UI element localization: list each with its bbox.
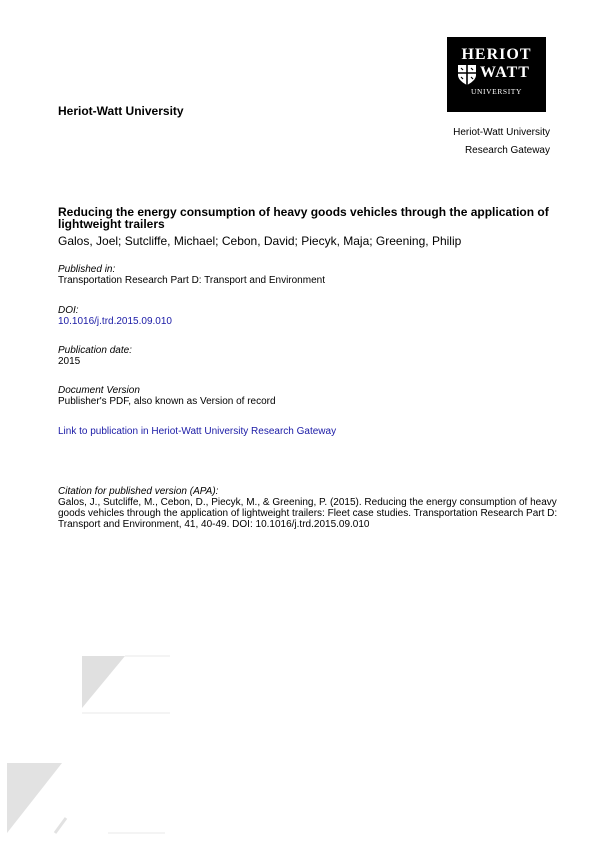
publication-date-label: Publication date: <box>58 345 132 356</box>
watermark-stroke-lower <box>55 818 66 833</box>
logo-text-heriot: HERIOT <box>461 46 532 63</box>
watermark-shape-upper <box>82 656 125 708</box>
published-in-label: Published in: <box>58 264 116 275</box>
logo-text-watt: WATT <box>480 64 530 81</box>
gateway-publication-link[interactable]: Link to publication in Heriot-Watt University Research Gateway <box>58 426 337 437</box>
paper-authors: Galos, Joel; Sutcliffe, Michael; Cebon, David; Piecyk, Maja; Greening, Philip <box>58 234 462 248</box>
citation-label: Citation for published version (APA): <box>58 486 219 497</box>
document-version-value: Publisher's PDF, also known as Version of record <box>58 396 276 407</box>
document-version-label: Document Version <box>58 385 140 396</box>
watermark-shape-lower <box>7 763 62 833</box>
doi-label: DOI: <box>58 305 79 316</box>
logo-text-university: UNIVERSITY <box>471 87 522 96</box>
citation-text: Galos, J., Sutcliffe, M., Cebon, D., Piecyk, M., & Greening, P. (2015). Reducing the energy consumption of heavy goods vehicles through the application of lightweight trailers: Fleet case studies. Transportation Research Part D: Transport and Environment, 41, 40-49. DOI: 10.1016/j.trd.2015.09.010 <box>58 497 558 530</box>
paper-title: Reducing the energy consumption of heavy goods vehicles through the application of lightweight trailers <box>58 205 549 231</box>
published-in-value: Transportation Research Part D: Transport and Environment <box>58 275 325 286</box>
university-heading: Heriot-Watt University <box>58 104 184 118</box>
gateway-line-1: Heriot-Watt University <box>453 127 550 138</box>
publication-date-value: 2015 <box>58 356 81 367</box>
doi-link[interactable]: 10.1016/j.trd.2015.09.010 <box>58 316 172 327</box>
gateway-line-2: Research Gateway <box>464 145 550 156</box>
